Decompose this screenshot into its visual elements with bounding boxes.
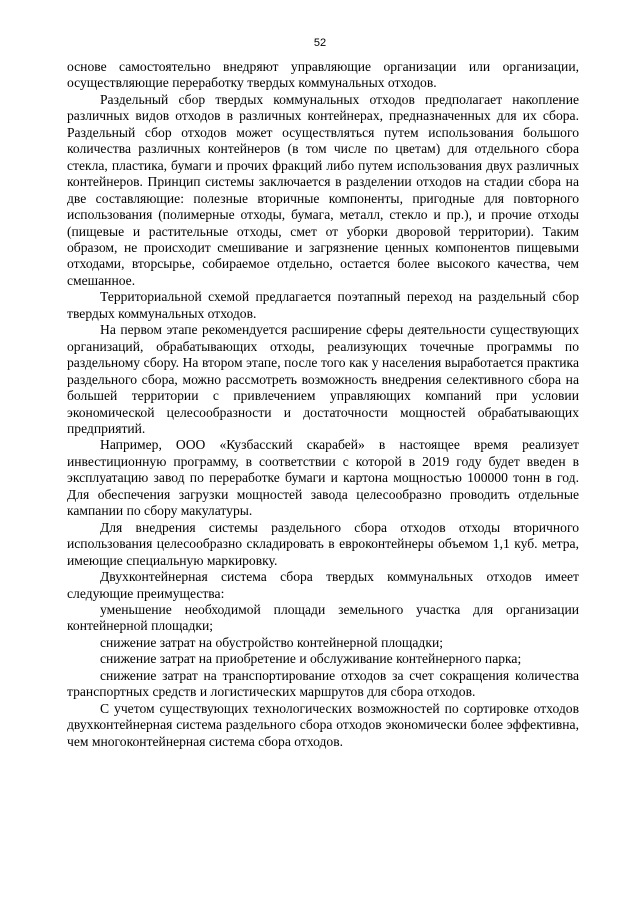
- paragraph-separate-collection: Раздельный сбор твердых коммунальных отходов предполагает накопление различных видов отходов в различных контейнерах, предназначенных для их сбора. Раздельный сбор отходов может осуществляться путем использования большого количества различных контейнеров (в том числе по цветам) для отдельного сбора стекла, пластика, бумаги и прочих фракций либо путем использования двух различных контейнеров. Принцип системы заключается в разделении отходов на стадии сбора на две составляющие: полезные вторичные компоненты, пригодные для повторного использования (полимерные отходы, бумага, металл, стекло и пр.), и прочие отходы (пищевые и растительные отходы, смет от уборки дворовой территории). Таким образом, не происходит смешивание и загрязнение ценных компонентов пищевыми отходами, вторсырье, собираемое отдельно, остается более высокого качества, чем смешанное.: [67, 91, 579, 288]
- paragraph-continuation: основе самостоятельно внедряют управляющие организации или организации, осуществляющие переработку твердых коммунальных отходов.: [67, 59, 579, 91]
- document-body: [67, 59, 579, 750]
- page-number: 52: [313, 37, 327, 49]
- list-item-site-cost: снижение затрат на обустройство контейнерной площадки;: [100, 634, 444, 650]
- paragraph-eurocontainers: Для внедрения системы раздельного сбора отходов отходы вторичного использования целесообразно складировать в евроконтейнеры объемом 1,1 куб. метра, имеющие специальную маркировку.: [67, 519, 579, 568]
- paragraph-conclusion: С учетом существующих технологических возможностей по сортировке отходов двухконтейнерная система раздельного сбора отходов экономически более эффективна, чем многоконтейнерная система сбора отходов.: [67, 700, 579, 749]
- paragraph-two-container-system: Двухконтейнерная система сбора твердых коммунальных отходов имеет следующие преимущества:: [67, 569, 579, 601]
- paragraph-stages: На первом этапе рекомендуется расширение сферы деятельности существующих организаций, обрабатывающих отходы, реализующих точечные программы по раздельному сбору. На втором этапе, после того как у населения выработается практика раздельного сбора, можно рассмотреть возможность внедрения селективного сбора на большей территории с привлечением управляющих компаний при условии экономической целесообразности и достаточности мощностей обрабатывающих предприятий.: [67, 322, 579, 436]
- paragraph-territorial-scheme: Территориальной схемой предлагается поэтапный переход на раздельный сбор твердых коммунальных отходов.: [67, 289, 579, 321]
- list-item-transport-cost: снижение затрат на транспортирование отходов за счет сокращения количества транспортных средств и логистических маршрутов для сбора отходов.: [67, 667, 579, 700]
- list-item-fleet-cost: снижение затрат на приобретение и обслуживание контейнерного парка;: [100, 651, 522, 667]
- paragraph-example-company: Например, ООО «Кузбасский скарабей» в настоящее время реализует инвестиционную программу, в соответствии с которой в 2019 году будет введен в эксплуатацию завод по переработке бумаги и картона мощностью 100000 тонн в год. Для обеспечения загрузки мощностей завода целесообразно проводить отдельные кампании по сбору макулатуры.: [67, 437, 579, 519]
- list-item-area-reduction: уменьшение необходимой площади земельного участка для организации контейнерной площадки;: [67, 601, 579, 634]
